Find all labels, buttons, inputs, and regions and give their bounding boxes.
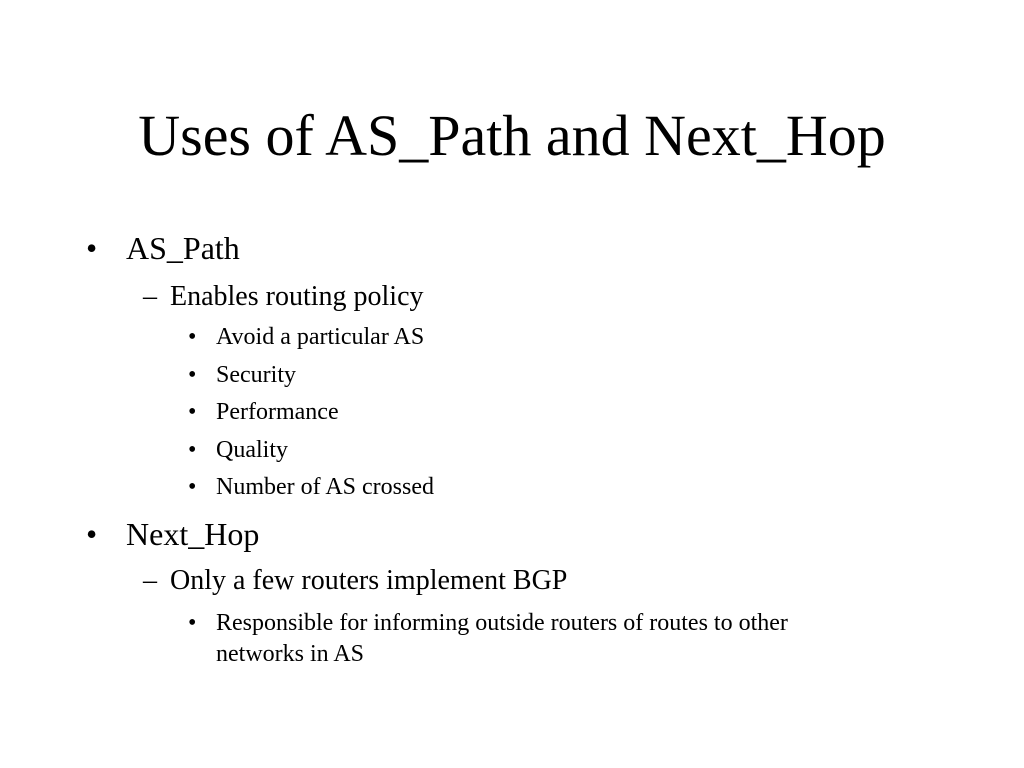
section-heading-as-path: AS_Path: [126, 230, 240, 266]
list-item-continuation: networks in AS: [216, 641, 365, 667]
bullet-marker: •: [188, 399, 197, 425]
dash-marker: –: [143, 281, 157, 312]
list-item: Performance: [216, 399, 339, 425]
bullet-marker: •: [188, 474, 197, 500]
bullet-marker: •: [86, 230, 98, 266]
slide-title: Uses of AS_Path and Next_Hop: [138, 103, 886, 168]
bullet-marker: •: [188, 437, 197, 463]
section-heading-next-hop: Next_Hop: [126, 516, 260, 552]
list-item: Quality: [216, 437, 288, 463]
sub-bullet-bgp-routers: Only a few routers implement BGP: [170, 565, 568, 596]
bullet-marker: •: [86, 516, 98, 552]
list-item: Responsible for informing outside routers of routes to other: [216, 610, 788, 636]
list-item: Number of AS crossed: [216, 474, 434, 500]
dash-marker: –: [143, 565, 157, 596]
sub-bullet-routing-policy: Enables routing policy: [170, 281, 424, 312]
bullet-marker: •: [188, 362, 197, 388]
bullet-marker: •: [188, 610, 197, 636]
list-item: Avoid a particular AS: [216, 324, 425, 350]
bullet-marker: •: [188, 324, 197, 350]
list-item: Security: [216, 362, 296, 388]
